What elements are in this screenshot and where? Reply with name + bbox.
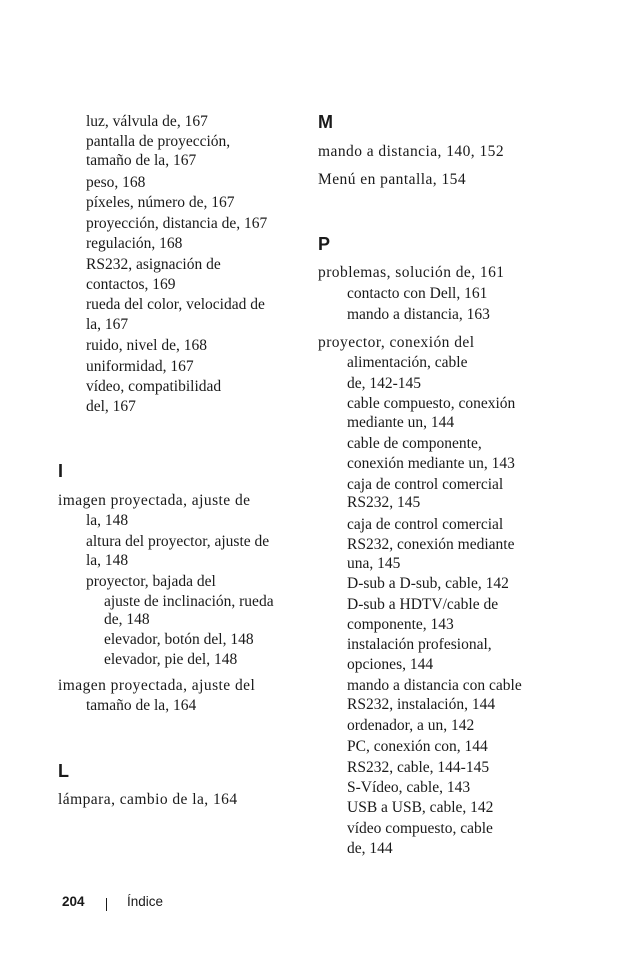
index-entry-main: Menú en pantalla, 154 — [318, 171, 467, 188]
index-entry: vídeo compuesto, cable — [347, 820, 493, 837]
index-entry: rueda del color, velocidad de — [86, 296, 265, 313]
index-entry-main: mando a distancia, 140, 152 — [318, 143, 505, 160]
index-entry: RS232, 145 — [347, 494, 421, 511]
index-entry-main: proyector, conexión del — [318, 334, 475, 351]
index-entry: la, 148 — [86, 552, 129, 569]
index-entry: contactos, 169 — [86, 276, 176, 293]
section-letter-p: P — [318, 234, 331, 254]
index-entry: D-sub a D-sub, cable, 142 — [347, 575, 509, 592]
index-entry: de, 142-145 — [347, 375, 422, 392]
index-entry-main: problemas, solución de, 161 — [318, 264, 505, 281]
index-entry: altura del proyector, ajuste de — [86, 533, 270, 550]
page-number: 204 — [62, 894, 85, 909]
index-entry: ajuste de inclinación, rueda — [104, 593, 274, 610]
index-entry: conexión mediante un, 143 — [347, 455, 515, 472]
index-entry-main: imagen proyectada, ajuste de — [58, 492, 251, 509]
index-entry: ruido, nivel de, 168 — [86, 337, 207, 354]
index-entry: contacto con Dell, 161 — [347, 285, 488, 302]
index-entry: la, 167 — [86, 316, 129, 333]
index-entry: mando a distancia con cable — [347, 677, 522, 694]
index-entry: una, 145 — [347, 555, 401, 572]
index-entry: componente, 143 — [347, 616, 454, 633]
index-entry: RS232, instalación, 144 — [347, 696, 496, 713]
index-entry: instalación profesional, — [347, 636, 492, 653]
index-entry: cable de componente, — [347, 435, 482, 452]
index-entry: proyección, distancia de, 167 — [86, 215, 268, 232]
index-entry: peso, 168 — [86, 174, 146, 191]
section-letter-m: M — [318, 112, 333, 132]
index-entry: del, 167 — [86, 398, 136, 415]
index-entry: tamaño de la, 167 — [86, 152, 197, 169]
index-entry: USB a USB, cable, 142 — [347, 799, 494, 816]
index-entry: pantalla de proyección, — [86, 133, 231, 150]
index-entry: D-sub a HDTV/cable de — [347, 596, 499, 613]
footer-divider — [106, 898, 107, 911]
footer-title: Índice — [127, 894, 164, 909]
section-letter-l: L — [58, 761, 69, 781]
index-entry: S-Vídeo, cable, 143 — [347, 779, 471, 796]
index-entry: de, 148 — [104, 611, 150, 628]
index-entry: elevador, botón del, 148 — [104, 631, 254, 648]
index-entry: cable compuesto, conexión — [347, 395, 516, 412]
index-entry: vídeo, compatibilidad — [86, 378, 222, 395]
index-entry: RS232, asignación de — [86, 256, 221, 273]
index-entry-main: lámpara, cambio de la, 164 — [58, 791, 238, 808]
index-entry: mando a distancia, 163 — [347, 306, 490, 323]
index-entry-main: imagen proyectada, ajuste del — [58, 677, 256, 694]
index-entry: tamaño de la, 164 — [86, 697, 197, 714]
index-entry: PC, conexión con, 144 — [347, 738, 488, 755]
index-entry: ordenador, a un, 142 — [347, 717, 475, 734]
index-entry: caja de control comercial — [347, 516, 504, 533]
index-entry: RS232, conexión mediante — [347, 536, 515, 553]
index-entry: proyector, bajada del — [86, 573, 216, 590]
index-entry: alimentación, cable — [347, 354, 468, 371]
index-entry: regulación, 168 — [86, 235, 183, 252]
index-entry: uniformidad, 167 — [86, 358, 194, 375]
index-entry: caja de control comercial — [347, 476, 504, 493]
index-entry: de, 144 — [347, 840, 393, 857]
section-letter-i: I — [58, 461, 64, 481]
index-entry: mediante un, 144 — [347, 414, 455, 431]
index-entry: elevador, pie del, 148 — [104, 651, 238, 668]
index-entry: la, 148 — [86, 512, 129, 529]
index-entry: opciones, 144 — [347, 656, 434, 673]
index-entry: luz, válvula de, 167 — [86, 113, 208, 130]
index-entry: píxeles, número de, 167 — [86, 194, 235, 211]
index-entry: RS232, cable, 144-145 — [347, 759, 490, 776]
